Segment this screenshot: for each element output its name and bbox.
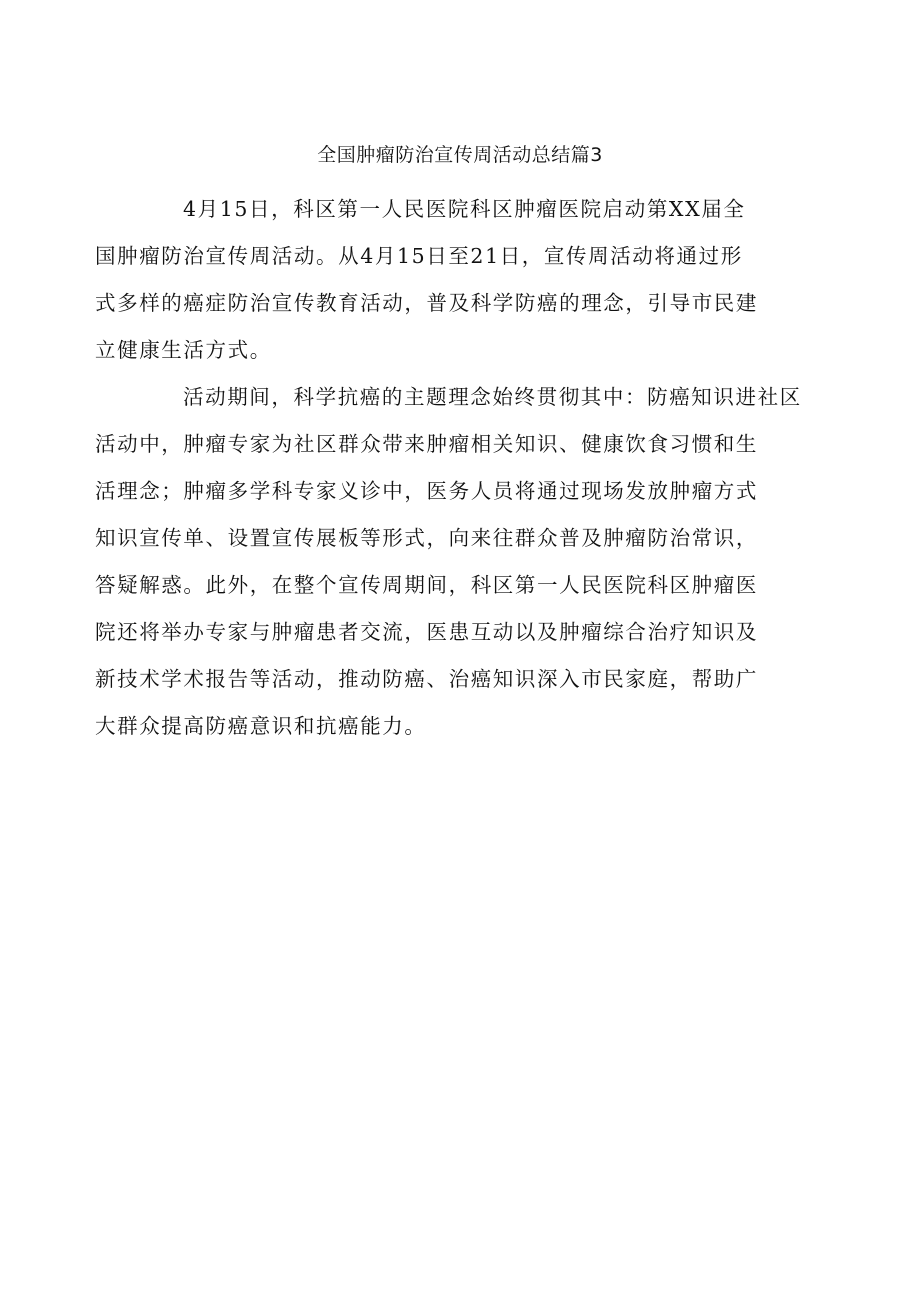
paragraph-line: 活动期间，科学抗癌的主题理念始终贯彻其中：防癌知识进社区 bbox=[183, 385, 802, 409]
document-title: 全国肿瘤防治宣传周活动总结篇3 bbox=[317, 144, 603, 166]
paragraph-line: 院还将举办专家与肿瘤患者交流，医患互动以及肿瘤综合治疗知识及 bbox=[95, 620, 758, 644]
paragraph-2 bbox=[95, 374, 802, 750]
paragraph-line: 新技术学术报告等活动，推动防癌、治癌知识深入市民家庭，帮助广 bbox=[95, 667, 758, 691]
paragraph-line: 答疑解惑。此外，在整个宣传周期间，科区第一人民医院科区肿瘤医 bbox=[95, 573, 758, 597]
paragraph-line: 式多样的癌症防治宣传教育活动，普及科学防癌的理念，引导市民建 bbox=[95, 291, 758, 315]
paragraph-line: 活动中，肿瘤专家为社区群众带来肿瘤相关知识、健康饮食习惯和生 bbox=[95, 432, 758, 456]
paragraph-1 bbox=[95, 186, 793, 374]
paragraph-line: 大群众提高防癌意识和抗癌能力。 bbox=[95, 714, 427, 738]
paragraph-line: 立健康生活方式。 bbox=[95, 338, 272, 362]
paragraph-line: 4月15日，科区第一人民医院科区肿瘤医院启动第XX届全 bbox=[183, 197, 746, 221]
paragraph-line: 活理念；肿瘤多学科专家义诊中，医务人员将通过现场发放肿瘤方式 bbox=[95, 479, 758, 503]
paragraph-line: 国肿瘤防治宣传周活动。从4月15日至21日，宣传周活动将通过形 bbox=[95, 244, 743, 268]
document-body bbox=[95, 186, 802, 750]
paragraph-line: 知识宣传单、设置宣传展板等形式，向来往群众普及肿瘤防治常识， bbox=[95, 526, 758, 550]
